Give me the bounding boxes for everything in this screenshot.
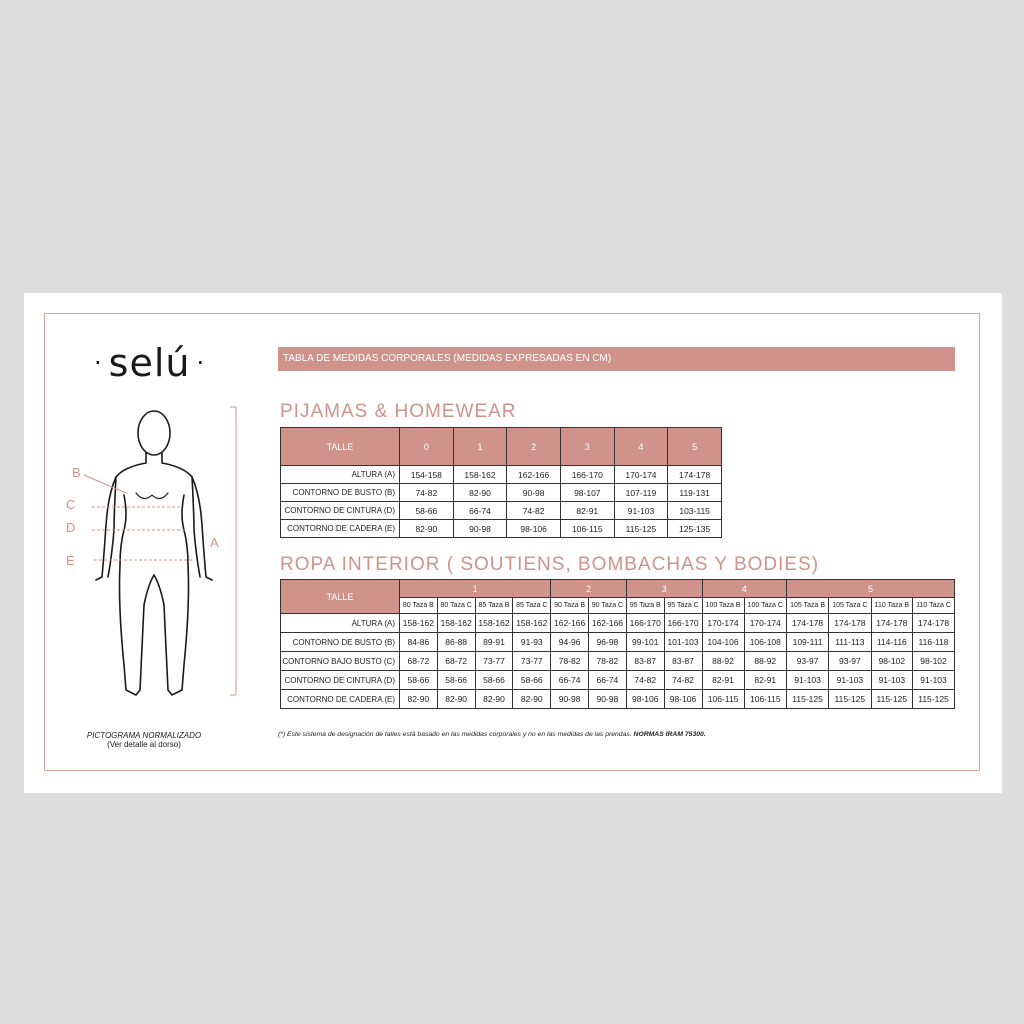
- size-header: 0: [400, 428, 454, 466]
- size-group-header: 3: [626, 580, 702, 598]
- pijamas-body: [281, 466, 722, 538]
- table-cell: 66-74: [453, 502, 507, 520]
- table-cell: 78-82: [588, 652, 626, 671]
- row-label: CONTORNO BAJO BUSTO (C): [281, 652, 400, 671]
- ropa-title: ROPA INTERIOR ( SOUTIENS, BOMBACHAS Y BODIES): [280, 554, 820, 575]
- table-cell: 114-116: [871, 633, 912, 652]
- table-cell: 58-66: [400, 671, 438, 690]
- table-cell: 78-82: [551, 652, 589, 671]
- table-cell: 82-90: [400, 690, 438, 709]
- table-cell: 162-166: [551, 614, 589, 633]
- table-row: [281, 614, 955, 633]
- table-cell: 174-178: [913, 614, 955, 633]
- table-cell: 158-162: [453, 466, 507, 484]
- table-cell: 58-66: [437, 671, 475, 690]
- table-cell: 91-103: [614, 502, 668, 520]
- table-cell: 104-106: [702, 633, 744, 652]
- pijamas-header-row: [281, 428, 722, 466]
- table-cell: 111-113: [829, 633, 872, 652]
- header-band: TABLA DE MEDIDAS CORPORALES (MEDIDAS EXPRESADAS EN CM): [278, 347, 955, 371]
- table-cell: 158-162: [475, 614, 513, 633]
- row-label: CONTORNO DE BUSTO (B): [281, 484, 400, 502]
- table-cell: 98-107: [560, 484, 614, 502]
- table-cell: 84-86: [400, 633, 438, 652]
- pijamas-title: PIJAMAS & HOMEWEAR: [280, 401, 517, 422]
- table-cell: 106-115: [744, 690, 787, 709]
- table-cell: 115-125: [913, 690, 955, 709]
- body-pictogram-icon: [64, 405, 244, 705]
- table-cell: 91-103: [871, 671, 912, 690]
- table-cell: 73-77: [513, 652, 551, 671]
- subsize-header: 85 Taza C: [513, 598, 551, 614]
- table-row: [281, 652, 955, 671]
- brand-name: selú: [108, 341, 191, 385]
- caption-subtitle: (Ver detalle al dorso): [107, 740, 181, 749]
- table-cell: 90-98: [507, 484, 561, 502]
- marker-c: C: [66, 497, 76, 512]
- table-cell: 174-178: [871, 614, 912, 633]
- table-cell: 170-174: [702, 614, 744, 633]
- table-cell: 89-91: [475, 633, 513, 652]
- marker-e: E: [66, 553, 75, 568]
- subsize-header: 95 Taza C: [664, 598, 702, 614]
- subsize-header: 105 Taza C: [829, 598, 872, 614]
- marker-d: D: [66, 520, 76, 535]
- table-cell: 82-90: [437, 690, 475, 709]
- table-cell: 90-98: [588, 690, 626, 709]
- row-label: ALTURA (A): [281, 466, 400, 484]
- table-cell: 170-174: [744, 614, 787, 633]
- size-header: 5: [668, 428, 722, 466]
- size-group-header: 2: [551, 580, 627, 598]
- subsize-header: 110 Taza C: [913, 598, 955, 614]
- subsize-header: 85 Taza B: [475, 598, 513, 614]
- table-cell: 115-125: [787, 690, 829, 709]
- table-row: [281, 520, 722, 538]
- brand-logo: [88, 341, 211, 385]
- table-cell: 166-170: [664, 614, 702, 633]
- table-cell: 74-82: [626, 671, 664, 690]
- table-cell: 174-178: [668, 466, 722, 484]
- figure-head: [138, 411, 170, 455]
- table-cell: 166-170: [560, 466, 614, 484]
- ropa-body: [281, 614, 955, 709]
- table-cell: 83-87: [664, 652, 702, 671]
- table-cell: 66-74: [588, 671, 626, 690]
- row-label: CONTORNO DE BUSTO (B): [281, 633, 400, 652]
- subsize-header: 90 Taza B: [551, 598, 589, 614]
- table-row: [281, 484, 722, 502]
- size-header: 1: [453, 428, 507, 466]
- table-cell: 82-90: [475, 690, 513, 709]
- table-row: [281, 671, 955, 690]
- table-cell: 68-72: [437, 652, 475, 671]
- marker-a: A: [210, 535, 219, 550]
- table-cell: 86-88: [437, 633, 475, 652]
- table-cell: 82-91: [702, 671, 744, 690]
- subsize-header: 95 Taza B: [626, 598, 664, 614]
- talle-header: TALLE: [281, 428, 400, 466]
- table-cell: 66-74: [551, 671, 589, 690]
- table-cell: 162-166: [588, 614, 626, 633]
- table-cell: 99-101: [626, 633, 664, 652]
- table-cell: 94-96: [551, 633, 589, 652]
- table-cell: 58-66: [513, 671, 551, 690]
- table-cell: 154-158: [400, 466, 454, 484]
- table-cell: 98-106: [626, 690, 664, 709]
- table-cell: 158-162: [437, 614, 475, 633]
- table-cell: 91-93: [513, 633, 551, 652]
- table-row: [281, 633, 955, 652]
- table-cell: 91-103: [829, 671, 872, 690]
- row-label: CONTORNO DE CADERA (E): [281, 690, 400, 709]
- footnote-norm: NORMAS IRAM 75300.: [633, 731, 706, 738]
- table-cell: 158-162: [513, 614, 551, 633]
- logo-dot-left: ·: [94, 348, 103, 377]
- size-header: 4: [614, 428, 668, 466]
- size-group-header: 4: [702, 580, 787, 598]
- table-cell: 88-92: [744, 652, 787, 671]
- table-cell: 83-87: [626, 652, 664, 671]
- table-row: [281, 690, 955, 709]
- table-cell: 166-170: [626, 614, 664, 633]
- table-cell: 58-66: [400, 502, 454, 520]
- footnote: [278, 731, 706, 738]
- table-cell: 90-98: [551, 690, 589, 709]
- logo-dot-right: ·: [196, 348, 206, 377]
- table-cell: 115-125: [871, 690, 912, 709]
- table-cell: 115-125: [614, 520, 668, 538]
- size-header: 3: [560, 428, 614, 466]
- subsize-header: 80 Taza C: [437, 598, 475, 614]
- table-cell: 96-98: [588, 633, 626, 652]
- table-row: [281, 466, 722, 484]
- pictogram-caption: [64, 731, 224, 749]
- table-cell: 106-115: [560, 520, 614, 538]
- table-cell: 73-77: [475, 652, 513, 671]
- table-cell: 74-82: [664, 671, 702, 690]
- table-cell: 82-90: [513, 690, 551, 709]
- ropa-table: [280, 579, 955, 709]
- table-cell: 68-72: [400, 652, 438, 671]
- subsize-header: 100 Taza C: [744, 598, 787, 614]
- table-cell: 98-102: [871, 652, 912, 671]
- table-cell: 90-98: [453, 520, 507, 538]
- table-cell: 115-125: [829, 690, 872, 709]
- table-cell: 162-166: [507, 466, 561, 484]
- table-cell: 174-178: [829, 614, 872, 633]
- table-cell: 93-97: [829, 652, 872, 671]
- table-cell: 98-102: [913, 652, 955, 671]
- table-cell: 116-118: [913, 633, 955, 652]
- table-cell: 101-103: [664, 633, 702, 652]
- table-cell: 106-115: [702, 690, 744, 709]
- row-label: CONTORNO DE CINTURA (D): [281, 502, 400, 520]
- table-cell: 170-174: [614, 466, 668, 484]
- table-cell: 174-178: [787, 614, 829, 633]
- table-cell: 98-106: [664, 690, 702, 709]
- table-cell: 98-106: [507, 520, 561, 538]
- ropa-group-row: [281, 580, 955, 598]
- marker-b: B: [72, 465, 81, 480]
- pijamas-table: [280, 427, 722, 538]
- table-cell: 74-82: [507, 502, 561, 520]
- size-header: 2: [507, 428, 561, 466]
- subsize-header: 80 Taza B: [400, 598, 438, 614]
- table-cell: 125-135: [668, 520, 722, 538]
- table-cell: 158-162: [400, 614, 438, 633]
- size-group-header: 5: [787, 580, 955, 598]
- subsize-header: 110 Taza B: [871, 598, 912, 614]
- caption-title: PICTOGRAMA NORMALIZADO: [86, 731, 202, 740]
- table-cell: 119-131: [668, 484, 722, 502]
- table-cell: 91-103: [787, 671, 829, 690]
- table-cell: 106-108: [744, 633, 787, 652]
- table-cell: 93-97: [787, 652, 829, 671]
- subsize-header: 105 Taza B: [787, 598, 829, 614]
- table-cell: 91-103: [913, 671, 955, 690]
- subsize-header: 90 Taza C: [588, 598, 626, 614]
- table-cell: 109-111: [787, 633, 829, 652]
- talle-header: TALLE: [281, 580, 400, 614]
- table-cell: 82-90: [453, 484, 507, 502]
- table-cell: 82-91: [744, 671, 787, 690]
- size-chart-card: [24, 293, 1002, 793]
- table-cell: 58-66: [475, 671, 513, 690]
- table-cell: 103-115: [668, 502, 722, 520]
- table-cell: 107-119: [614, 484, 668, 502]
- row-label: CONTORNO DE CINTURA (D): [281, 671, 400, 690]
- row-label: ALTURA (A): [281, 614, 400, 633]
- table-cell: 74-82: [400, 484, 454, 502]
- footnote-text: (*) Este sistema de designación de talles está basado en las medidas corporales y no en las medidas de las prendas.: [278, 731, 632, 738]
- table-row: [281, 502, 722, 520]
- table-cell: 82-90: [400, 520, 454, 538]
- table-cell: 82-91: [560, 502, 614, 520]
- subsize-header: 100 Taza B: [702, 598, 744, 614]
- size-group-header: 1: [400, 580, 551, 598]
- table-cell: 88-92: [702, 652, 744, 671]
- row-label: CONTORNO DE CADERA (E): [281, 520, 400, 538]
